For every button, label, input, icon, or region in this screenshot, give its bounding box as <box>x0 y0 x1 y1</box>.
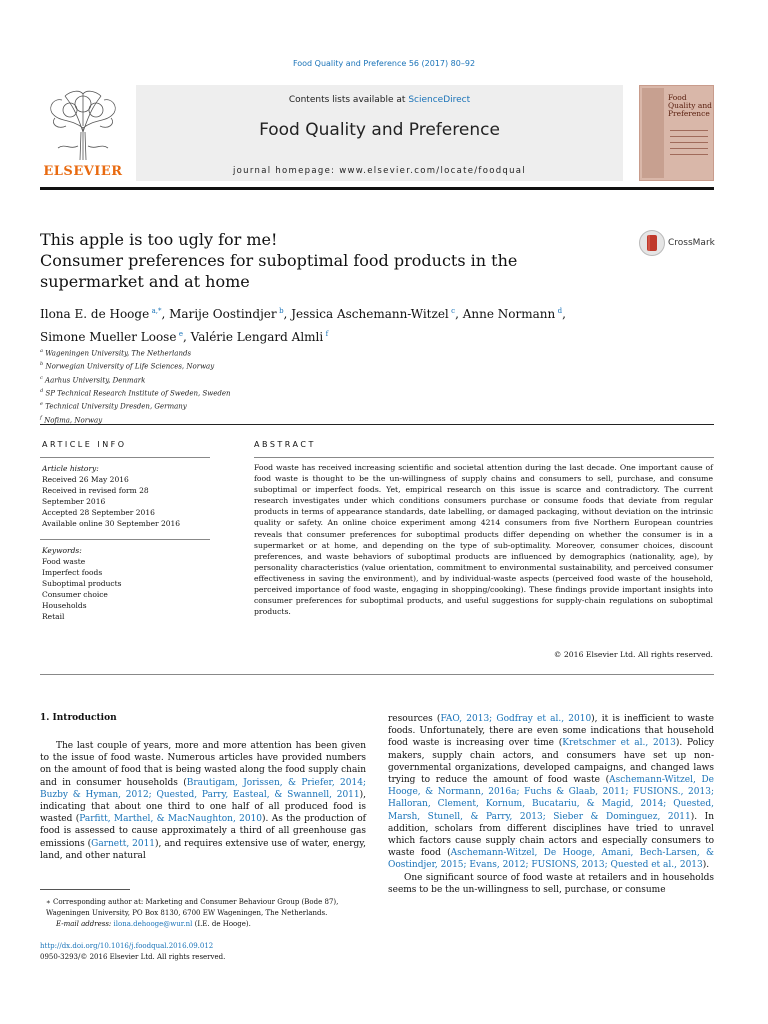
doi-link[interactable]: http://dx.doi.org/10.1016/j.foodqual.2016.09.012 <box>40 942 214 950</box>
history-item: Received 26 May 2016 <box>42 475 129 484</box>
corresponding-author-footnote: ∗ Corresponding author at: Marketing and Consumer Behaviour Group (Bode 87), Wageningen University, PO Box 8130, 6700 EW Wageningen, The Netherlands. E-mail address: ilona.dehooge@wur.nl (I.E. de Hooge). <box>40 897 370 930</box>
footnote-rule <box>40 889 130 890</box>
abstract-heading: ABSTRACT <box>254 440 316 449</box>
doi-block <box>40 941 370 963</box>
citation-link[interactable]: Garnett, 2011 <box>91 838 156 849</box>
intro-paragraph: One significant source of food waste at retailers and in households seems to be the un-willingness to sell, purchase, or consume <box>388 872 714 895</box>
title-line-1: This apple is too ugly for me! <box>40 230 278 249</box>
title-line-2: Consumer preferences for suboptimal food products in the <box>40 251 518 270</box>
email-link[interactable]: ilona.dehooge@wur.nl <box>113 920 193 928</box>
abstract-text: Food waste has received increasing scientific and societal attention during the last decade. One important cause of food waste is thought to be the un-willingness of supply chains and consumers to sell, purchase, and consume suboptimal or imperfect foods. Yet, empirical research on this issue is scarce and contradictory. The current research investigates under which conditions consumers purchase or consume foods that deviate from regular products in terms of appearance standards, date labelling, or damaged packaging, without deviation on the intrinsic quality or safety. An online choice experiment among 4214 consumers from five Northern European countries reveals that consumer preferences for suboptimal products differ depending on whether the consumer is in a supermarket or at home, and depending on the type of sub-optimality. Moreover, consumer choices, discount preferences, and waste behaviors of suboptimal products are influenced by demographics (nationality, age), by personality characteristics (value orientation, commitment to environmental sustainability, and perceived consumer effectiveness in saving the environment), and by individual-waste aspects (perceived food waste of the household, perceived importance of food waste, engaging in shopping/cooking). These findings provide important insights into consumer preferences for suboptimal products, and useful suggestions for supply-chain regulations on suboptimal products. <box>254 463 713 617</box>
author-list: Ilona E. de Hooge $^{a,*}$, Marije Oostindjer $^b$, Jessica Aschemann-Witzel $^c$, Anne Normann $^d$, Simone Mueller Loose $^e$, Valérie Lengard Almli $^f$ <box>40 307 566 344</box>
cover-lines <box>670 130 708 160</box>
crossmark-label: CrossMark <box>668 238 715 248</box>
journal-title: Food Quality and Preference <box>259 120 500 140</box>
journal-homepage[interactable]: journal homepage: www.elsevier.com/locate/foodqual <box>233 166 526 176</box>
history-item: Received in revised form 28 September 2016 <box>42 486 149 506</box>
issn-line: 0950-3293/© 2016 Elsevier Ltd. All rights reserved. <box>40 953 226 961</box>
author-affil-sup[interactable]: b <box>279 307 284 315</box>
intro-paragraph: resources (FAO, 2013; Godfray et al., 2010), it is inefficient to waste foods. Unfortunately, there are even some indications that household food waste is increasing over time (Kretschmer et al., 2013). Policy makers, supply chain actors, and consumers have set up non-governmental organizations, developed campaigns, and changed laws trying to reduce the amount of food waste (Aschemann-Witzel, De Hooge, & Normann, 2016a; Fuchs & Glaab, 2011; FUSIONS., 2013; Halloran, Clement, Kornum, Bucatariu, & Magid, 2014; Quested, Marsh, Stunell, & Parry, 2013; Sieber & Dominguez, 2011). In addition, scholars from different disciplines have tried to unravel which factors cause supply chain actors and especially consumers to waste food (Aschemann-Witzel, De Hooge, Amani, Bech-Larsen, & Oostindjer, 2015; Evans, 2012; FUSIONS, 2013; Quested et al., 2013). <box>388 714 714 871</box>
citation-link[interactable]: FAO, 2013; Godfray et al., 2010 <box>440 714 592 724</box>
article-info-heading: ARTICLE INFO <box>42 440 127 449</box>
keyword: Imperfect foods <box>42 568 103 577</box>
contents-prefix: Contents lists available at <box>288 95 409 105</box>
body-column-right <box>388 713 714 896</box>
author-affil-sup[interactable]: c <box>451 307 456 315</box>
section-heading-introduction: 1. Introduction <box>40 713 117 723</box>
keywords-label: Keywords: <box>42 546 82 555</box>
keyword: Retail <box>42 612 65 621</box>
article-history <box>42 463 210 529</box>
author-name[interactable]: Valérie Lengard Almli <box>190 330 324 344</box>
author-name[interactable]: Simone Mueller Loose <box>40 330 177 344</box>
history-item: Available online 30 September 2016 <box>42 519 181 528</box>
affiliation: $^c$ Aarhus University, Denmark <box>40 374 146 384</box>
article-info-rule <box>40 457 210 458</box>
footnote-text: ∗ Corresponding author at: Marketing and Consumer Behaviour Group (Bode 87), Wageningen University, PO Box 8130, 6700 EW Wageningen, The Netherlands. <box>46 898 339 917</box>
affiliation: $^e$ Technical University Dresden, Germany <box>40 401 187 411</box>
email-label: E-mail address: <box>56 920 114 928</box>
article-title <box>40 229 600 292</box>
affiliation: $^b$ Norwegian University of Life Sciences, Norway <box>40 361 215 371</box>
crossmark-badge[interactable] <box>639 230 719 256</box>
keywords-rule <box>40 539 210 540</box>
author-name[interactable]: Marije Oostindjer <box>169 307 277 321</box>
citation-link[interactable]: Aschemann-Witzel, De Hooge, Amani, Bech-Larsen, & Oostindjer, 2015; Evans, 2012; FUSIONS, 2013; Quested et al., 2013 <box>388 848 714 871</box>
title-line-3: supermarket and at home <box>40 272 250 291</box>
sciencedirect-link[interactable]: ScienceDirect <box>408 95 471 105</box>
author-affil-sup[interactable]: d <box>557 307 563 315</box>
intro-paragraph: The last couple of years, more and more attention has been given to the issue of food waste. Numerous articles have provided numbers on the amount of food that is being wasted along the food supply chain and in consumer households (Brautigam, Jorissen, & Priefer, 2014; Buzby & Hyman, 2012; Quested, Parry, Easteal, & Swannell, 2011), indicating that about one third to one half of all produced food is wasted (Parfitt, Marthel, & MacNaughton, 2010). As the production of food is assessed to cause approximately a third of all greenhouse gas emissions (Garnett, 2011), and requires extensive use of water, energy, land, and other natural <box>40 741 367 861</box>
keyword: Food waste <box>42 557 86 566</box>
cover-title: Food Quality and Preference <box>668 93 712 118</box>
header-divider <box>40 187 714 190</box>
keyword: Households <box>42 601 87 610</box>
citation-link[interactable]: Parfitt, Marthel, & MacNaughton, 2010 <box>79 814 263 825</box>
crossmark-icon <box>639 230 665 256</box>
author-name[interactable]: Anne Normann <box>462 307 556 321</box>
keyword: Consumer choice <box>42 590 108 599</box>
author-name[interactable]: Ilona E. de Hooge <box>40 307 150 321</box>
abstract-copyright: © 2016 Elsevier Ltd. All rights reserved. <box>553 650 713 659</box>
contents-line <box>136 95 623 105</box>
author-affil-sup[interactable]: f <box>325 330 329 338</box>
body-column-left <box>40 740 366 862</box>
history-item: Accepted 28 September 2016 <box>42 508 155 517</box>
section-divider <box>40 424 714 425</box>
cover-spine <box>642 88 664 178</box>
citation-link[interactable]: Aschemann-Witzel, De Hooge, & Normann, 2016a; Fuchs & Glaab, 2011; FUSIONS., 2013; Halloran, Clement, Kornum, Bucatariu, & Magid, 2014; Quested, Marsh, Stunell, & Parry, 2013; Sieber & Dominguez, 2011 <box>388 775 714 822</box>
abstract-end-rule <box>40 674 714 675</box>
affiliation: $^f$ Nofima, Norway <box>40 414 103 424</box>
author-name[interactable]: Jessica Aschemann-Witzel <box>291 307 449 321</box>
affiliation-list <box>40 346 440 426</box>
citation-link[interactable]: Kretschmer et al., 2013 <box>562 738 676 749</box>
author-affil-sup[interactable]: e <box>178 330 183 338</box>
abstract-rule <box>254 457 714 458</box>
affiliation: $^d$ SP Technical Research Institute of Sweden, Sweden <box>40 387 231 398</box>
affiliation: $^a$ Wageningen University, The Netherlands <box>40 348 192 358</box>
elsevier-wordmark: ELSEVIER <box>43 164 123 179</box>
keyword-list <box>42 545 210 622</box>
author-affil-sup[interactable]: a,* <box>151 307 162 315</box>
keyword: Suboptimal products <box>42 579 122 588</box>
journal-cover-thumbnail[interactable] <box>639 85 714 181</box>
history-label: Article history: <box>42 464 99 473</box>
citation-link[interactable]: Brautigam, Jorissen, & Priefer, 2014; Buzby & Hyman, 2012; Quested, Parry, Easteal, & Swannell, 2011 <box>40 777 366 800</box>
journal-reference[interactable]: Food Quality and Preference 56 (2017) 80–92 <box>292 59 476 68</box>
